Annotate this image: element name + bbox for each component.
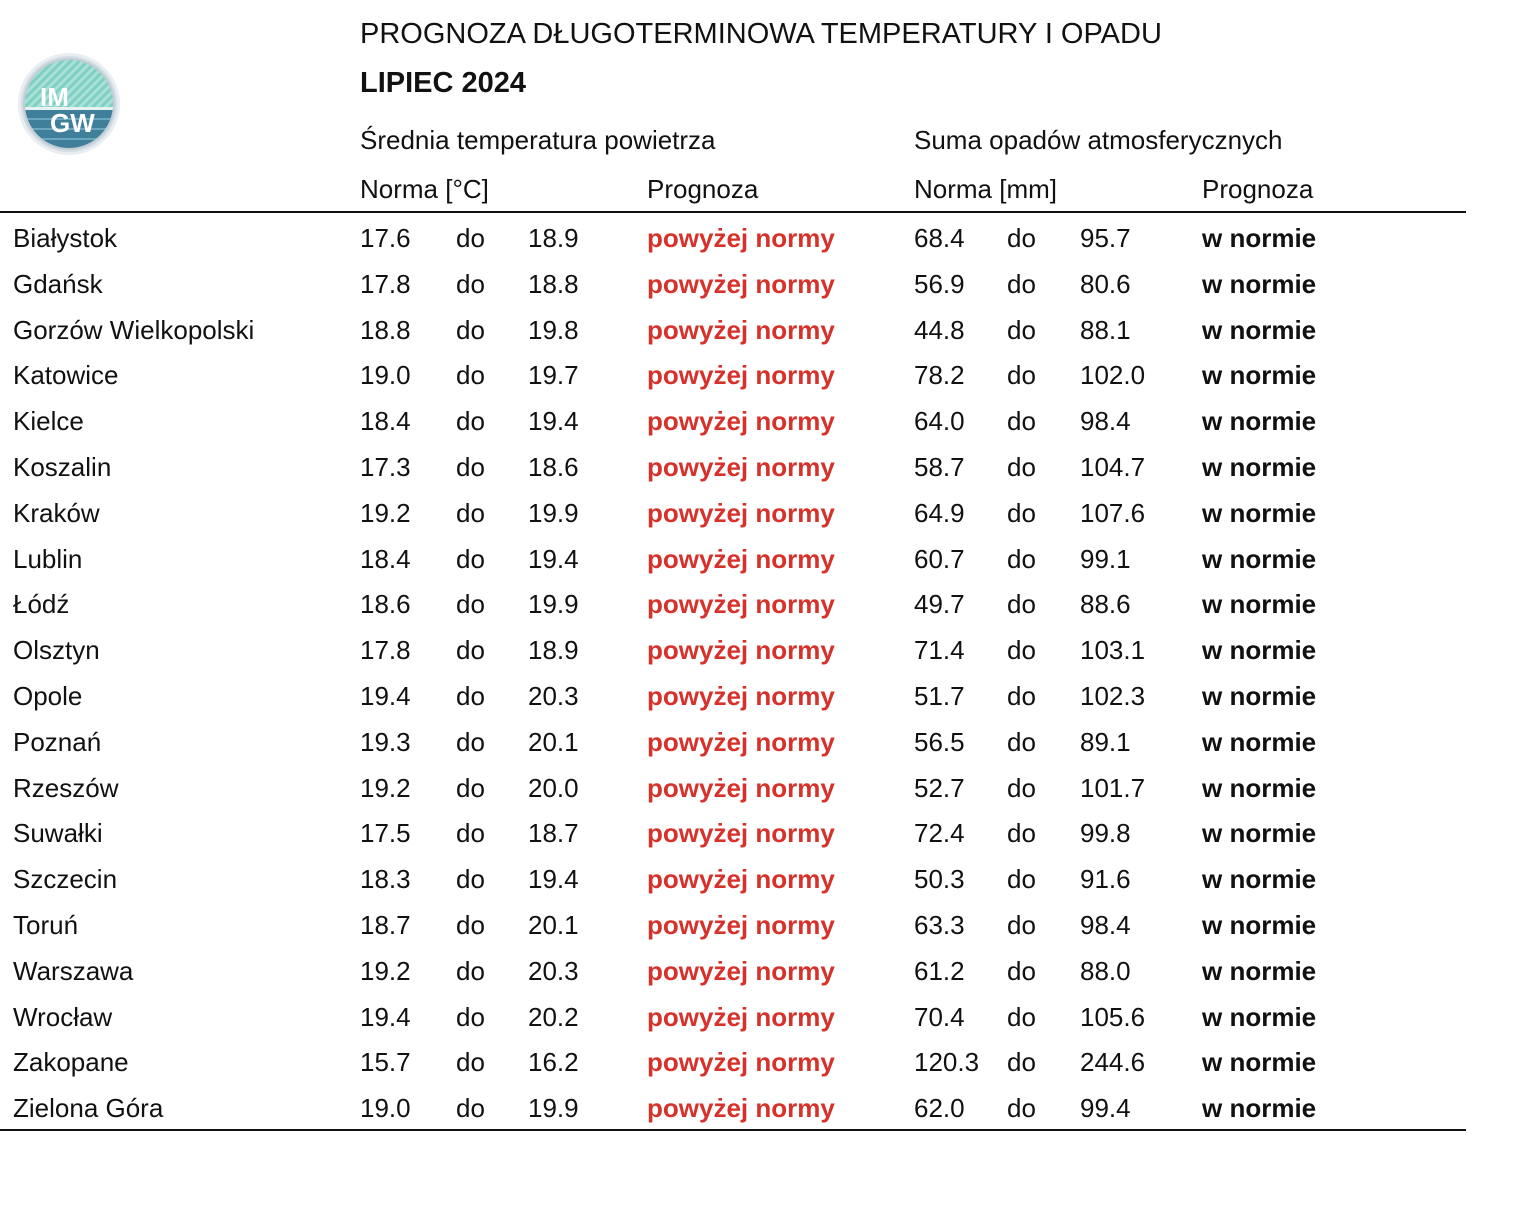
temp-norm-min-cell: 19.4	[360, 681, 411, 711]
temp-norm-max-cell: 19.4	[528, 406, 579, 437]
city-cell: Opole	[13, 681, 83, 711]
temp-norm-min-cell: 19.0	[360, 1093, 411, 1124]
temp-norm-min-cell: 18.4	[360, 543, 411, 574]
precip-forecast-cell: w normie	[1202, 1001, 1317, 1032]
precip-forecast-cell: w normie	[1202, 1093, 1317, 1124]
temp-forecast-cell: powyżej normy	[647, 1047, 835, 1078]
temp-forecast-cell: powyżej normy	[647, 543, 835, 574]
temp-norm-min-cell: 18.8	[360, 314, 411, 345]
temp-norm-max-cell: 18.9	[528, 223, 579, 253]
page-title: PROGNOZA DŁUGOTERMINOWA TEMPERATURY I OPADU	[360, 18, 1162, 50]
temp-norm-max-cell: 18.7	[528, 818, 579, 849]
precip-forecast-cell: w normie	[1202, 314, 1317, 345]
city-cell: Olsztyn	[13, 635, 100, 666]
temp-norm-min-cell: 15.7	[360, 1047, 411, 1078]
precip-separator: do	[1007, 1093, 1036, 1124]
temp-norm-min-cell: 19.2	[360, 955, 411, 986]
temp-norm-min-cell: 19.4	[360, 1001, 411, 1032]
city-cell: Zakopane	[13, 1047, 129, 1078]
precip-separator: do	[1007, 818, 1036, 849]
temp-separator: do	[456, 406, 485, 437]
temp-norm-max-cell: 19.4	[528, 543, 579, 574]
precip-norm-max-cell: 80.6	[1080, 268, 1131, 299]
precip-norm-min-cell: 51.7	[914, 681, 965, 711]
precip-forecast-cell: w normie	[1202, 268, 1317, 299]
precip-norm-min-cell: 52.7	[914, 772, 965, 803]
precip-separator: do	[1007, 955, 1036, 986]
city-cell: Gdańsk	[13, 268, 103, 299]
table-row	[0, 398, 1466, 444]
precip-forecast-cell: w normie	[1202, 406, 1317, 437]
precip-separator: do	[1007, 726, 1036, 757]
temp-norm-min-cell: 18.3	[360, 864, 411, 895]
table-row	[0, 1085, 1466, 1131]
precip-norm-max-cell: 98.4	[1080, 406, 1131, 437]
header-rule	[0, 211, 1466, 213]
temp-separator: do	[456, 955, 485, 986]
precip-norm-max-cell: 88.6	[1080, 589, 1131, 620]
precip-forecast-cell: w normie	[1202, 955, 1317, 986]
temp-forecast-cell: powyżej normy	[647, 864, 835, 895]
city-cell: Rzeszów	[13, 772, 119, 803]
precip-forecast-cell: w normie	[1202, 726, 1317, 757]
temp-norm-min-cell: 18.6	[360, 589, 411, 620]
temp-norm-max-cell: 18.6	[528, 452, 579, 482]
precip-separator: do	[1007, 360, 1036, 391]
precip-norm-min-cell: 60.7	[914, 543, 965, 574]
precip-forecast-cell: w normie	[1202, 818, 1317, 849]
precip-separator: do	[1007, 314, 1036, 345]
table-row	[0, 810, 1466, 856]
temp-forecast-cell: powyżej normy	[647, 360, 835, 391]
city-cell: Gorzów Wielkopolski	[13, 314, 255, 345]
temp-separator: do	[456, 360, 485, 391]
precip-norm-min-cell: 71.4	[914, 635, 965, 666]
precip-forecast-cell: w normie	[1202, 360, 1317, 391]
table-row	[0, 856, 1466, 902]
temp-norm-max-cell: 20.1	[528, 726, 579, 757]
precip-separator: do	[1007, 635, 1036, 666]
imgw-logo	[14, 52, 124, 156]
precip-norm-header: Norma [mm]	[914, 174, 1057, 204]
temp-forecast-cell: powyżej normy	[647, 955, 835, 986]
temp-norm-min-cell: 17.6	[360, 223, 411, 253]
temp-forecast-cell: powyżej normy	[647, 497, 835, 528]
temp-separator: do	[456, 589, 485, 620]
temp-norm-max-cell: 20.3	[528, 681, 579, 711]
precip-norm-min-cell: 58.7	[914, 452, 965, 482]
precip-norm-max-cell: 102.0	[1080, 360, 1146, 391]
temp-separator: do	[456, 635, 485, 666]
temp-norm-max-cell: 19.9	[528, 589, 579, 620]
temp-norm-max-cell: 18.9	[528, 635, 579, 666]
temp-forecast-cell: powyżej normy	[647, 772, 835, 803]
table-row	[0, 536, 1466, 582]
city-cell: Lublin	[13, 543, 83, 574]
precip-norm-max-cell: 244.6	[1080, 1047, 1146, 1078]
temp-norm-max-cell: 20.3	[528, 955, 579, 986]
precip-norm-max-cell: 104.7	[1080, 452, 1146, 482]
city-cell: Toruń	[13, 910, 79, 940]
precip-norm-max-cell: 89.1	[1080, 726, 1131, 757]
temp-norm-min-cell: 19.0	[360, 360, 411, 391]
temp-forecast-cell: powyżej normy	[647, 818, 835, 849]
city-cell: Warszawa	[13, 955, 134, 986]
precip-separator: do	[1007, 268, 1036, 299]
temp-forecast-cell: powyżej normy	[647, 910, 835, 940]
temp-norm-min-cell: 17.3	[360, 452, 411, 482]
precip-group-header: Suma opadów atmosferycznych	[914, 125, 1283, 155]
temp-forecast-header: Prognoza	[647, 174, 759, 204]
logo-text-bottom: GW	[50, 108, 95, 138]
precip-norm-max-cell: 88.0	[1080, 955, 1131, 986]
precip-norm-min-cell: 44.8	[914, 314, 965, 345]
page-subtitle: LIPIEC 2024	[360, 67, 527, 99]
city-cell: Suwałki	[13, 818, 103, 849]
precip-norm-max-cell: 107.6	[1080, 497, 1146, 528]
temp-separator: do	[456, 452, 485, 482]
precip-norm-min-cell: 70.4	[914, 1001, 965, 1032]
temp-forecast-cell: powyżej normy	[647, 635, 835, 666]
temp-separator: do	[456, 1093, 485, 1124]
temp-forecast-cell: powyżej normy	[647, 314, 835, 345]
table-row	[0, 490, 1466, 536]
table-row	[0, 673, 1466, 719]
temp-separator: do	[456, 497, 485, 528]
precip-forecast-cell: w normie	[1202, 772, 1317, 803]
precip-separator: do	[1007, 406, 1036, 437]
temp-forecast-cell: powyżej normy	[647, 452, 835, 482]
temp-separator: do	[456, 772, 485, 803]
temp-norm-min-cell: 19.2	[360, 772, 411, 803]
temp-norm-max-cell: 16.2	[528, 1047, 579, 1078]
table-row	[0, 719, 1466, 765]
temp-norm-max-cell: 19.4	[528, 864, 579, 895]
precip-separator: do	[1007, 223, 1036, 253]
temp-separator: do	[456, 1001, 485, 1032]
temp-norm-max-cell: 19.9	[528, 1093, 579, 1124]
footer-rule	[0, 1129, 1466, 1131]
precip-forecast-cell: w normie	[1202, 681, 1317, 711]
city-cell: Białystok	[13, 223, 118, 253]
precip-separator: do	[1007, 452, 1036, 482]
city-cell: Kraków	[13, 497, 100, 528]
precip-norm-min-cell: 62.0	[914, 1093, 965, 1124]
temp-norm-max-cell: 20.1	[528, 910, 579, 940]
precip-separator: do	[1007, 864, 1036, 895]
precip-norm-max-cell: 88.1	[1080, 314, 1131, 345]
temp-norm-max-cell: 20.0	[528, 772, 579, 803]
precip-norm-max-cell: 101.7	[1080, 772, 1146, 803]
precip-norm-min-cell: 120.3	[914, 1047, 980, 1078]
precip-forecast-cell: w normie	[1202, 223, 1317, 253]
precip-forecast-cell: w normie	[1202, 864, 1317, 895]
temp-norm-min-cell: 17.8	[360, 635, 411, 666]
table-row	[0, 948, 1466, 994]
temp-norm-max-cell: 18.8	[528, 268, 579, 299]
table-row	[0, 627, 1466, 673]
temp-group-header: Średnia temperatura powietrza	[360, 125, 716, 155]
table-row	[0, 765, 1466, 811]
temp-separator: do	[456, 314, 485, 345]
table-row	[0, 261, 1466, 307]
temp-forecast-cell: powyżej normy	[647, 268, 835, 299]
precip-separator: do	[1007, 772, 1036, 803]
precip-forecast-cell: w normie	[1202, 543, 1317, 574]
temp-norm-max-cell: 19.7	[528, 360, 579, 391]
table-row	[0, 581, 1466, 627]
city-cell: Katowice	[13, 360, 119, 391]
temp-norm-min-cell: 19.3	[360, 726, 411, 757]
city-cell: Zielona Góra	[13, 1093, 164, 1124]
precip-norm-max-cell: 99.8	[1080, 818, 1131, 849]
precip-norm-min-cell: 63.3	[914, 910, 965, 940]
table-row	[0, 1039, 1466, 1085]
temp-forecast-cell: powyżej normy	[647, 406, 835, 437]
city-cell: Szczecin	[13, 864, 118, 895]
precip-forecast-cell: w normie	[1202, 1047, 1317, 1078]
precip-separator: do	[1007, 681, 1036, 711]
precip-norm-min-cell: 50.3	[914, 864, 965, 895]
temp-forecast-cell: powyżej normy	[647, 223, 835, 253]
precip-forecast-cell: w normie	[1202, 910, 1317, 940]
precip-forecast-cell: w normie	[1202, 497, 1317, 528]
temp-separator: do	[456, 864, 485, 895]
precip-norm-min-cell: 49.7	[914, 589, 965, 620]
temp-norm-max-cell: 20.2	[528, 1001, 579, 1032]
precip-norm-max-cell: 95.7	[1080, 223, 1131, 253]
city-cell: Koszalin	[13, 452, 112, 482]
temp-norm-min-cell: 18.4	[360, 406, 411, 437]
precip-forecast-cell: w normie	[1202, 589, 1317, 620]
table-row	[0, 902, 1466, 948]
precip-norm-max-cell: 105.6	[1080, 1001, 1146, 1032]
temp-separator: do	[456, 818, 485, 849]
precip-separator: do	[1007, 1047, 1036, 1078]
table-row	[0, 444, 1466, 490]
temp-norm-min-cell: 17.8	[360, 268, 411, 299]
temp-separator: do	[456, 223, 485, 253]
city-cell: Kielce	[13, 406, 84, 437]
city-cell: Wrocław	[13, 1001, 113, 1032]
precip-norm-max-cell: 103.1	[1080, 635, 1146, 666]
precip-norm-max-cell: 99.1	[1080, 543, 1131, 574]
table-row	[0, 994, 1466, 1040]
temp-forecast-cell: powyżej normy	[647, 1093, 835, 1124]
temp-separator: do	[456, 268, 485, 299]
precip-norm-min-cell: 78.2	[914, 360, 965, 391]
temp-separator: do	[456, 681, 485, 711]
precip-separator: do	[1007, 497, 1036, 528]
precip-separator: do	[1007, 589, 1036, 620]
precip-norm-max-cell: 99.4	[1080, 1093, 1131, 1124]
precip-forecast-cell: w normie	[1202, 635, 1317, 666]
table-row	[0, 352, 1466, 398]
precip-norm-max-cell: 102.3	[1080, 681, 1146, 711]
precip-norm-min-cell: 56.9	[914, 268, 965, 299]
precip-norm-min-cell: 64.0	[914, 406, 965, 437]
city-cell: Poznań	[13, 726, 102, 757]
precip-norm-max-cell: 98.4	[1080, 910, 1131, 940]
temp-norm-max-cell: 19.8	[528, 314, 579, 345]
table-row	[0, 307, 1466, 353]
temp-norm-min-cell: 19.2	[360, 497, 411, 528]
precip-forecast-header: Prognoza	[1202, 174, 1314, 204]
temp-norm-header: Norma [°C]	[360, 174, 489, 204]
table-row	[0, 215, 1466, 261]
precip-separator: do	[1007, 910, 1036, 940]
logo-text-top: IM	[40, 82, 69, 112]
temp-forecast-cell: powyżej normy	[647, 1001, 835, 1032]
precip-norm-min-cell: 64.9	[914, 497, 965, 528]
precip-norm-max-cell: 91.6	[1080, 864, 1131, 895]
temp-norm-min-cell: 17.5	[360, 818, 411, 849]
city-cell: Łódź	[13, 589, 70, 620]
precip-forecast-cell: w normie	[1202, 452, 1317, 482]
temp-norm-max-cell: 19.9	[528, 497, 579, 528]
temp-forecast-cell: powyżej normy	[647, 589, 835, 620]
temp-forecast-cell: powyżej normy	[647, 726, 835, 757]
temp-separator: do	[456, 726, 485, 757]
precip-separator: do	[1007, 1001, 1036, 1032]
precip-norm-min-cell: 61.2	[914, 955, 965, 986]
precip-separator: do	[1007, 543, 1036, 574]
precip-norm-min-cell: 56.5	[914, 726, 965, 757]
temp-separator: do	[456, 910, 485, 940]
temp-separator: do	[456, 1047, 485, 1078]
temp-forecast-cell: powyżej normy	[647, 681, 835, 711]
temp-separator: do	[456, 543, 485, 574]
precip-norm-min-cell: 72.4	[914, 818, 965, 849]
temp-norm-min-cell: 18.7	[360, 910, 411, 940]
precip-norm-min-cell: 68.4	[914, 223, 965, 253]
